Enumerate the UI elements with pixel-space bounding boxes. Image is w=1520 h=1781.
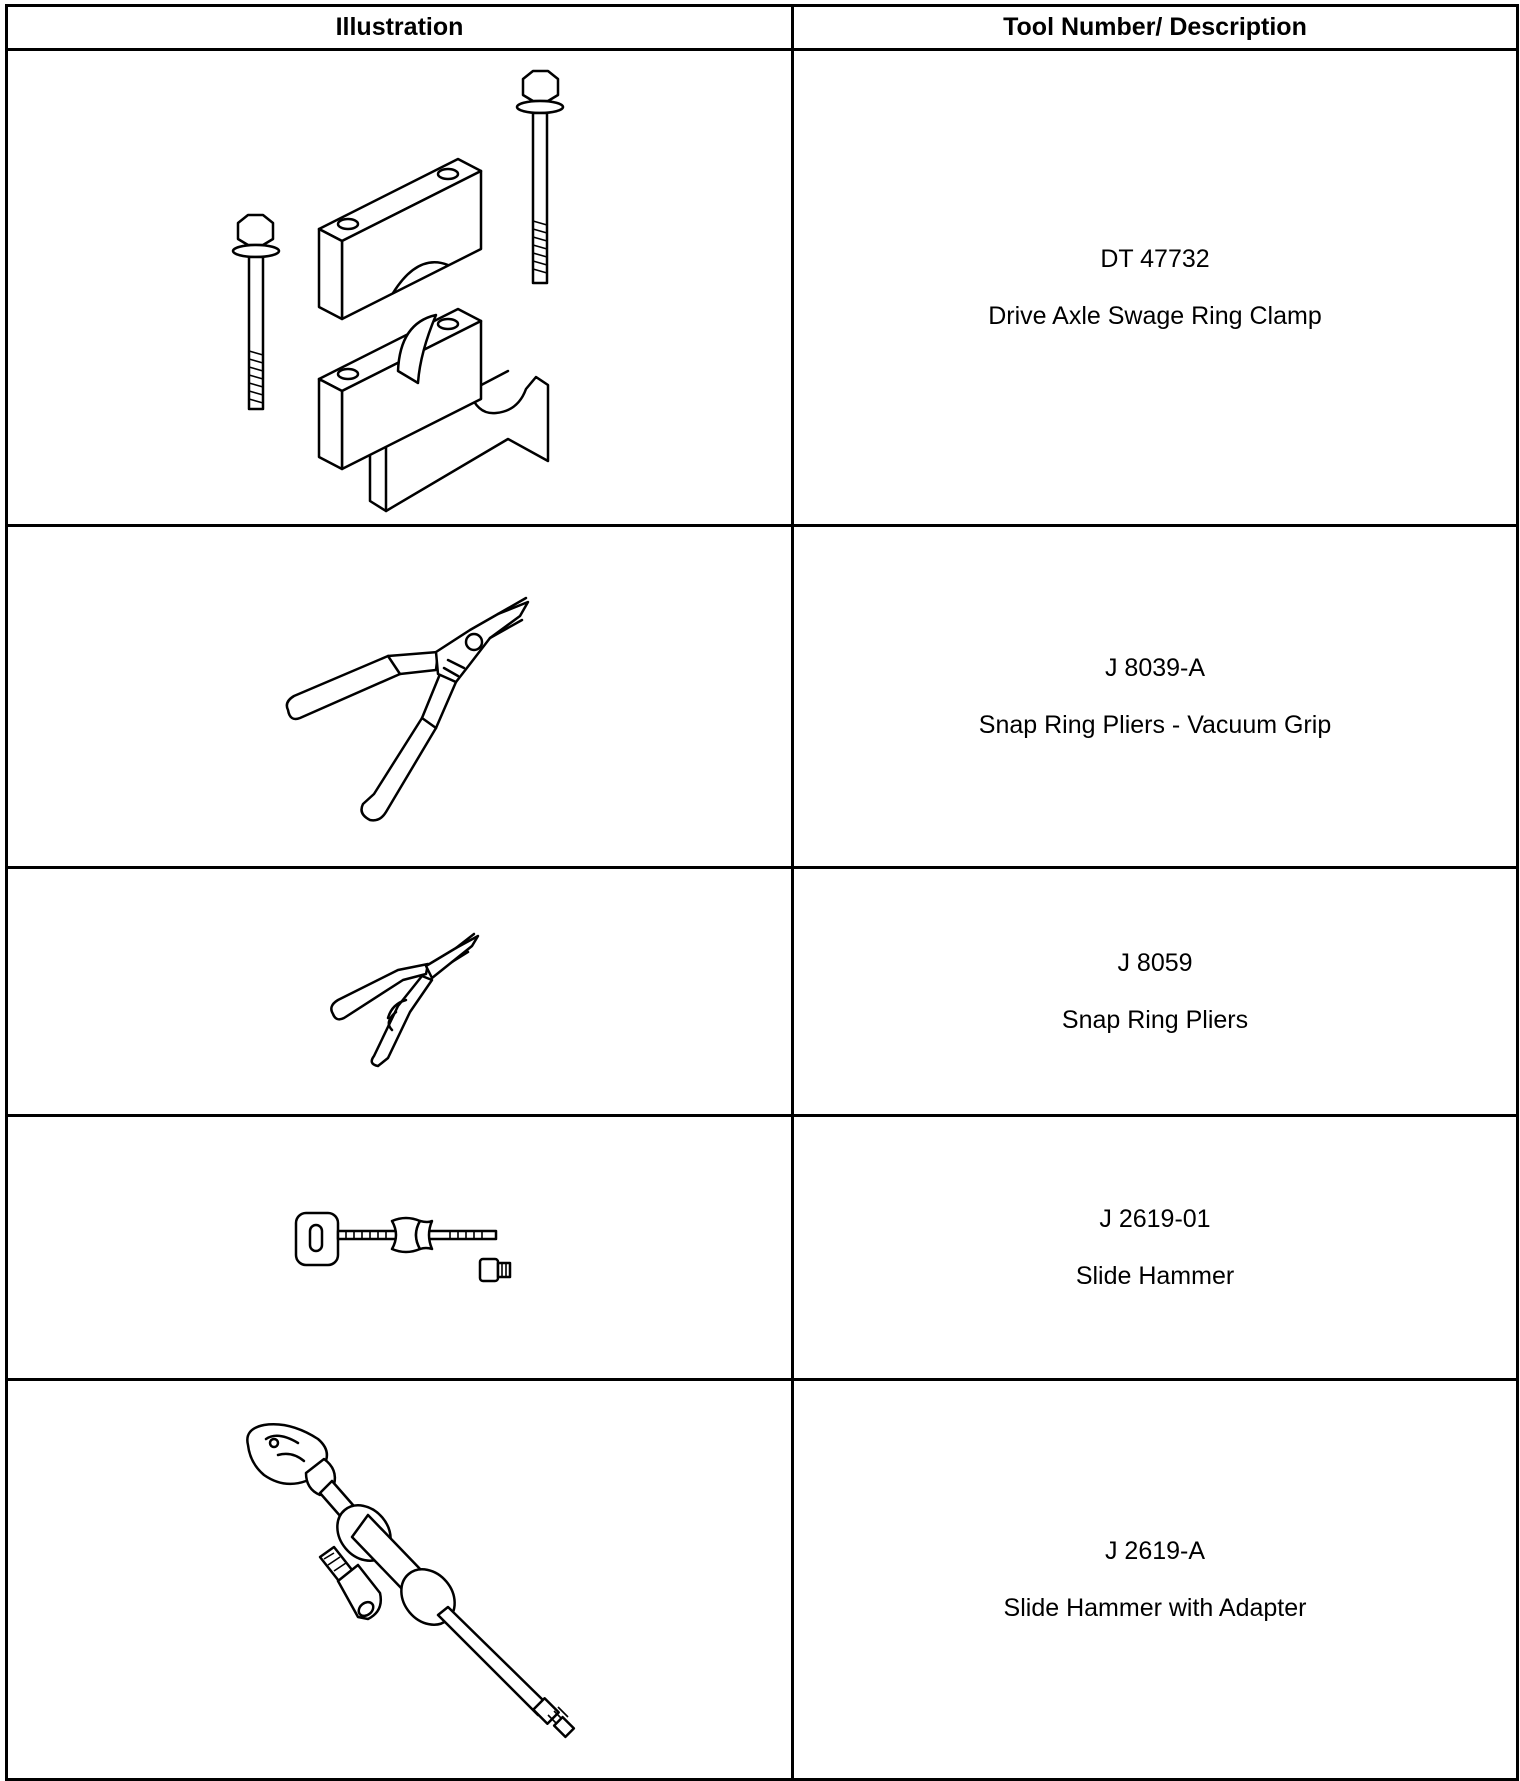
tool-number: DT 47732 [1100, 245, 1210, 273]
tool-description: Slide Hammer [1075, 1262, 1235, 1290]
tool-description: Snap Ring Pliers [1061, 1006, 1249, 1034]
tool-description: Slide Hammer with Adapter [1003, 1594, 1307, 1622]
header-tool-number-description: Tool Number/ Description [793, 6, 1518, 50]
tool-description: Snap Ring Pliers - Vacuum Grip [978, 711, 1332, 739]
tool-number: J 2619-01 [1099, 1205, 1211, 1233]
illustration-cell [7, 868, 793, 1116]
illustration-cell [7, 1380, 793, 1780]
tool-number: J 8039-A [1104, 654, 1206, 682]
swage-ring-clamp-icon [8, 53, 794, 523]
description-cell [793, 50, 1518, 526]
header-illustration: Illustration [7, 6, 793, 50]
table-row [7, 526, 1518, 868]
description-cell [793, 526, 1518, 868]
illustration-cell [7, 1116, 793, 1380]
tool-description: Drive Axle Swage Ring Clamp [988, 302, 1322, 330]
snap-ring-pliers-vacuum-grip-icon [8, 532, 794, 862]
description-cell [793, 1380, 1518, 1780]
table-row [7, 868, 1518, 1116]
header-row [7, 6, 1518, 50]
table-row [7, 50, 1518, 526]
illustration-cell [7, 526, 793, 868]
illustration-cell [7, 50, 793, 526]
slide-hammer-adapter-icon [8, 1385, 794, 1775]
description-cell [793, 1116, 1518, 1380]
table-row [7, 1380, 1518, 1780]
special-tools-table [5, 4, 1519, 1781]
table-row [7, 1116, 1518, 1380]
tool-number: J 2619-A [1104, 1537, 1206, 1565]
snap-ring-pliers-icon [8, 872, 794, 1112]
tool-number: J 8059 [1117, 949, 1193, 977]
slide-hammer-icon [8, 1123, 794, 1373]
description-cell [793, 868, 1518, 1116]
